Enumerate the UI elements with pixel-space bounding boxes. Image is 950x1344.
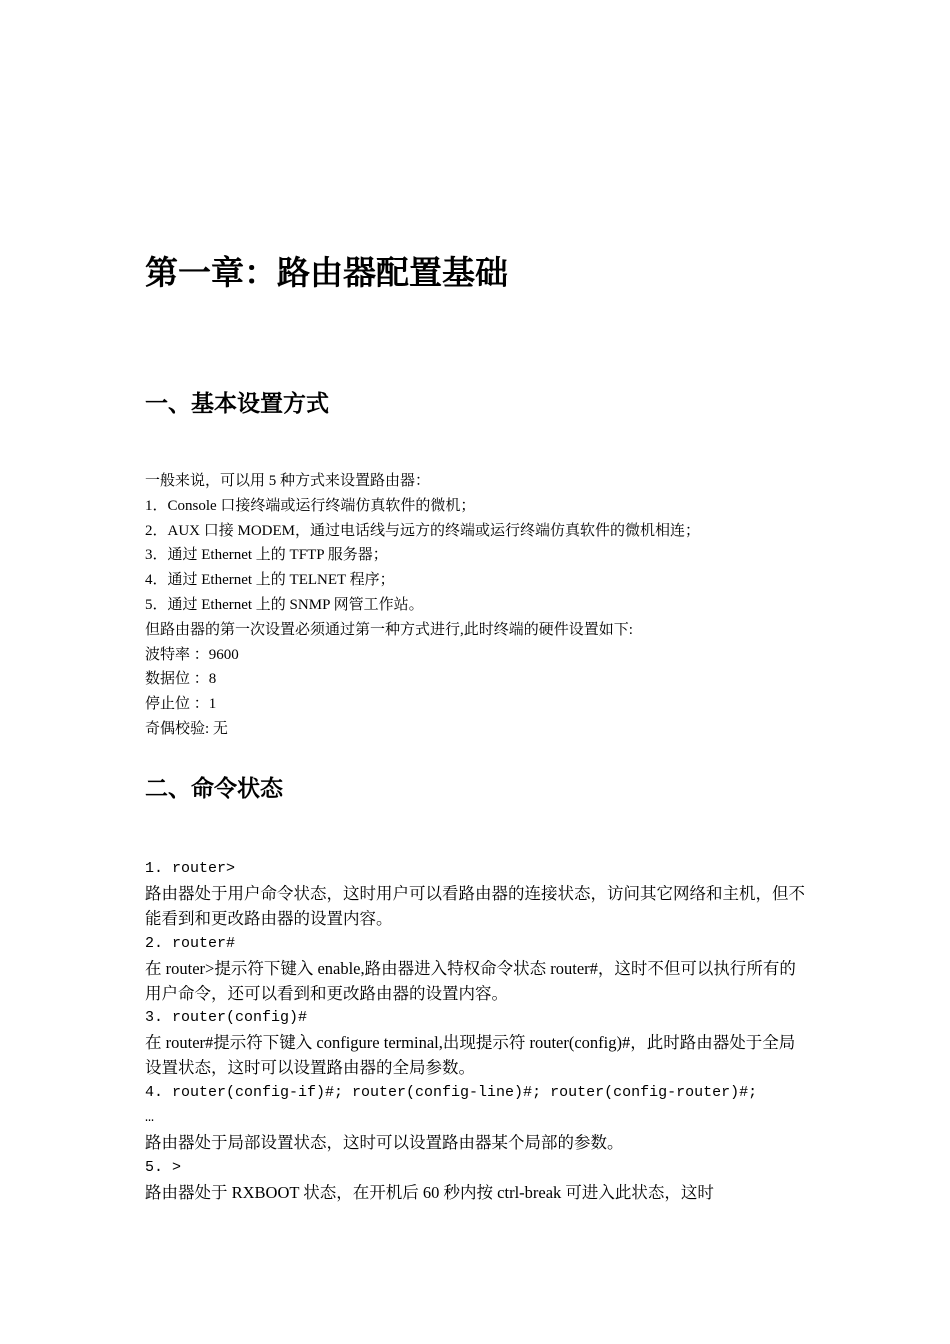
- setting-stop-bits: 停止位 ：1: [145, 696, 217, 713]
- list-item-method-5: 5．通过 Ethernet 上的 SNMP 网管工作站。: [145, 596, 424, 613]
- command-description-rxboot: 路由器处于 RXBOOT 状态，在开机后 60 秒内按 ctrl-break 可进入此状态，这时: [145, 1182, 714, 1202]
- setting-baud-rate: 波特率 ：9600: [145, 646, 239, 663]
- command-prompt-local-config-ellipsis: …: [145, 1109, 155, 1127]
- setting-data-bits: 数据位 ：8: [145, 671, 217, 688]
- section-command-modes-body: [145, 857, 805, 1206]
- command-description-local-config: 路由器处于局部设置状态，这时可以设置路由器某个局部的参数。: [145, 1132, 624, 1152]
- command-description-global-config: 在 router#提示符下键入 configure terminal,出现提示符 router(config)#，此时路由器处于全局设置状态，这时可以设置路由器的全局参数。: [145, 1033, 796, 1078]
- command-prompt-rxboot: 5. >: [145, 1158, 182, 1176]
- list-item-method-1: 1．Console 口接终端或运行终端仿真软件的微机；: [145, 497, 476, 514]
- command-prompt-privileged: 2. router#: [145, 934, 236, 952]
- section-title-command-modes: 二、命令状态: [145, 776, 283, 802]
- command-prompt-global-config: 3. router(config)#: [145, 1009, 308, 1027]
- chapter-title: 第一章：路由器配置基础: [145, 253, 508, 292]
- command-description-user: 路由器处于用户命令状态，这时用户可以看路由器的连接状态，访问其它网络和主机，但不能看到和更改路由器的设置内容。: [145, 883, 805, 928]
- list-item-method-2: 2．AUX 口接 MODEM，通过电话线与远方的终端或运行终端仿真软件的微机相连；: [145, 522, 701, 539]
- setting-parity: 奇偶校验: 无: [145, 720, 228, 737]
- command-description-privileged: 在 router>提示符下键入 enable,路由器进入特权命令状态 router#，这时不但可以执行所有的用户命令，还可以看到和更改路由器的设置内容。: [145, 958, 796, 1003]
- list-item-method-3: 3．通过 Ethernet 上的 TFTP 服务器；: [145, 547, 388, 564]
- command-prompt-user: 1. router>: [145, 860, 236, 877]
- paragraph-intro: 一般来说，可以用 5 种方式来设置路由器：: [145, 473, 431, 489]
- section-title-basic-setup: 一、基本设置方式: [145, 391, 329, 417]
- paragraph-first-setup: 但路由器的第一次设置必须通过第一种方式进行,此时终端的硬件设置如下:: [145, 621, 633, 638]
- section-basic-setup-body: [145, 469, 825, 742]
- command-prompt-local-config: 4. router(config-if)#; router(config-line)#; router(config-router)#;: [145, 1084, 758, 1102]
- list-item-method-4: 4．通过 Ethernet 上的 TELNET 程序；: [145, 572, 395, 589]
